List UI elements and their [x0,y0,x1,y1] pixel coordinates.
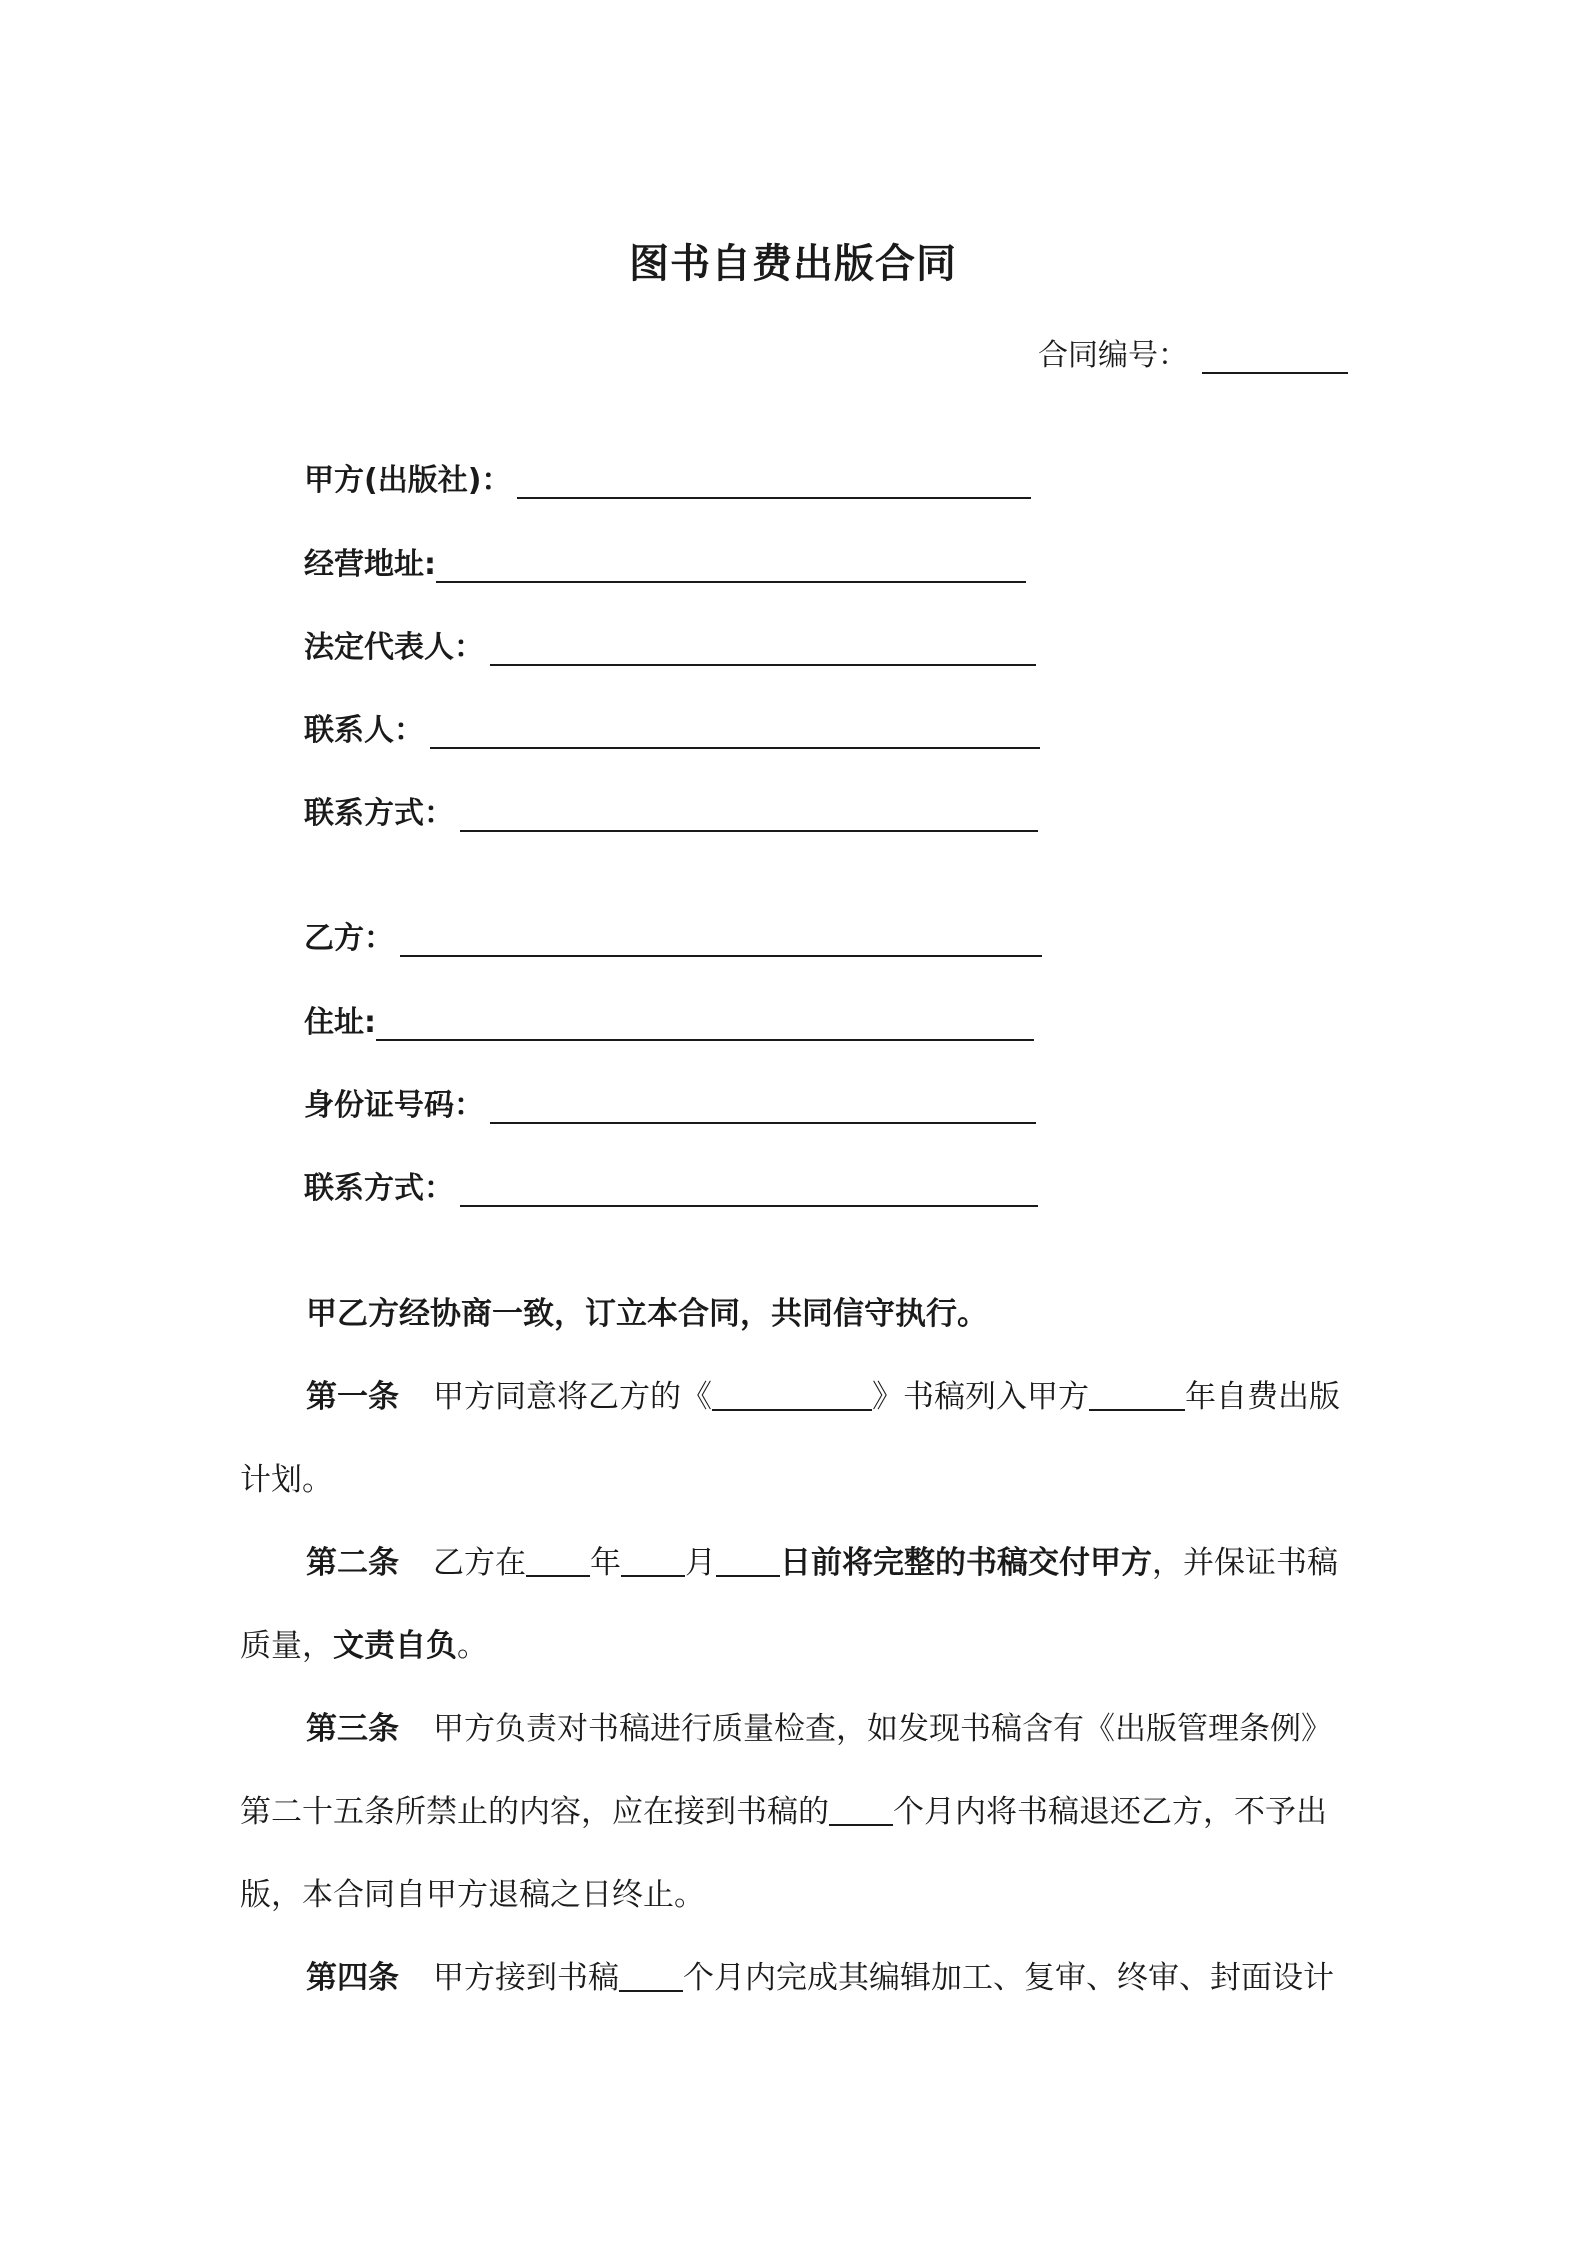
party-b-contact-method-label: 联系方式： [304,1171,454,1206]
article-1-text-2: 》书稿列入甲方 [872,1379,1089,1415]
article-3-text-4: 版，本合同自甲方退稿之日终止。 [240,1877,705,1913]
article-1-text-3: 年自费出版 [1185,1379,1340,1415]
article-1-text-4: 计划。 [240,1462,333,1498]
party-a-name-label: 甲方(出版社)： [304,463,512,498]
party-a-address-row [304,539,1026,583]
article-3-number: 第三条 [306,1711,399,1747]
article-2-text-8: 文责自负 [333,1628,457,1664]
party-b-name-row [304,913,1042,957]
party-a-contact-method-field[interactable] [460,792,1038,832]
article-4-text-2: 个月内完成其编辑加工、复审、终审、封面设计 [683,1960,1334,1996]
book-title-blank[interactable] [712,1379,872,1411]
article-2-text-9: 。 [457,1628,488,1664]
editing-months-blank[interactable] [619,1960,683,1992]
party-b-name-label: 乙方： [304,921,394,956]
party-a-legal-rep-label: 法定代表人： [304,630,484,665]
document-title: 图书自费出版合同 [629,241,957,287]
article-2-text-5: 交付甲方 [1028,1545,1152,1581]
article-4-number: 第四条 [306,1960,399,1996]
party-a-name-row [304,455,1031,499]
party-a-contact-method-row [304,788,1038,832]
party-b-name-field[interactable] [400,917,1042,957]
party-a-contact-method-label: 联系方式： [304,796,454,831]
article-2-text-4: 日前将完整的书稿 [780,1545,1028,1581]
party-b-id-field[interactable] [490,1084,1036,1124]
article-2-text-3: 月 [685,1545,716,1581]
party-a-address-label: 经营地址: [304,547,436,582]
party-a-name-field[interactable] [517,459,1031,499]
party-b-address-field[interactable] [376,1001,1034,1041]
article-2-text-1: 乙方在 [433,1545,526,1581]
article-2 [240,1522,1350,1688]
party-a-legal-rep-field[interactable] [490,626,1036,666]
return-months-blank[interactable] [829,1794,893,1826]
contract-number [1038,330,1348,374]
deadline-month-blank[interactable] [621,1545,685,1577]
party-a-contact-field[interactable] [430,709,1040,749]
article-4-text-1: 甲方接到书稿 [433,1960,619,1996]
article-1 [240,1356,1350,1522]
article-2-text-2: 年 [590,1545,621,1581]
intro-text: 甲乙方经协商一致，订立本合同，共同信守执行。 [306,1296,988,1332]
article-3-text-3: 个月内将书稿退还乙方，不予出 [893,1794,1327,1830]
deadline-day-blank[interactable] [716,1545,780,1577]
article-4 [240,1937,1350,2020]
party-a-contact-row [304,705,1040,749]
article-3-text-1: 甲方负责对书稿进行质量检查，如发现书稿含有《出版管理条例》 [433,1711,1332,1747]
deadline-year-blank[interactable] [526,1545,590,1577]
party-b-address-row [304,997,1034,1041]
article-1-number: 第一条 [306,1379,399,1415]
contract-number-field[interactable] [1202,340,1348,374]
article-3-text-2: 第二十五条所禁止的内容，应在接到书稿的 [240,1794,829,1830]
article-2-text-6: ，并保证书稿 [1152,1545,1338,1581]
article-1-text-1: 甲方同意将乙方的《 [433,1379,712,1415]
article-2-text-7: 质量， [240,1628,333,1664]
party-b-id-label: 身份证号码： [304,1088,484,1123]
publish-year-blank[interactable] [1089,1379,1185,1411]
contract-number-label: 合同编号： [1038,338,1188,373]
party-a-legal-rep-row [304,622,1036,666]
party-b-contact-method-field[interactable] [460,1167,1038,1207]
article-3 [240,1688,1350,1937]
party-b-id-row [304,1080,1036,1124]
party-b-address-label: 住址: [304,1005,376,1040]
article-2-number: 第二条 [306,1545,399,1581]
party-a-address-field[interactable] [436,543,1026,583]
party-a-contact-label: 联系人： [304,713,424,748]
party-b-contact-method-row [304,1163,1038,1207]
intro-paragraph [240,1273,1350,1356]
